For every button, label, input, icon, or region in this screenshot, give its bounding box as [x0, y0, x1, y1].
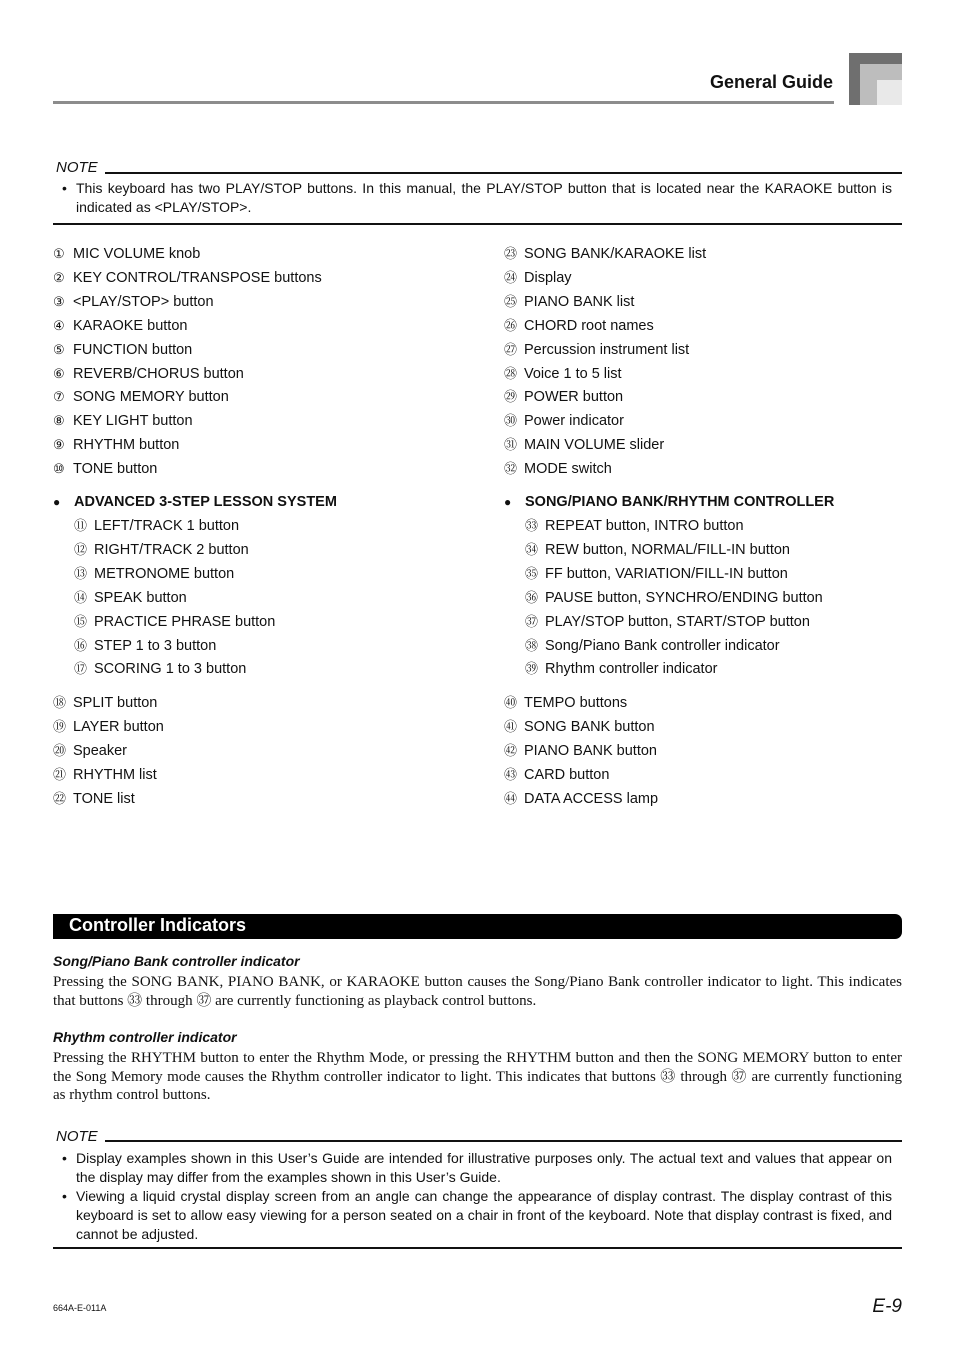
item-label: MIC VOLUME knob	[73, 246, 201, 262]
header-rule	[53, 101, 834, 104]
item-number: ㉘	[504, 365, 518, 381]
item-label: SPEAK button	[94, 589, 187, 606]
list-item	[504, 411, 624, 431]
note-item: • This keyboard has two PLAY/STOP buttons. In this manual, the PLAY/STOP button that is located near the KARAOKE button is indicated as <PLAY/STOP>.	[62, 180, 892, 215]
item-number: ㉗	[504, 341, 518, 357]
list-item	[504, 268, 572, 288]
group-title: ADVANCED 3-STEP LESSON SYSTEM	[74, 494, 337, 510]
item-number: ⑧	[53, 413, 65, 429]
list-item	[53, 411, 193, 431]
list-item	[74, 612, 275, 632]
note-1-body	[53, 179, 892, 217]
item-number: ⑰	[74, 661, 88, 677]
group-title: SONG/PIANO BANK/RHYTHM CONTROLLER	[525, 494, 835, 510]
section-title: General Guide	[709, 72, 833, 92]
item-label: REVERB/CHORUS button	[73, 365, 244, 382]
item-number: ㊶	[504, 718, 518, 734]
note-label: NOTE	[56, 159, 98, 176]
item-label: SONG BANK/KARAOKE list	[524, 246, 707, 262]
item-label: STEP 1 to 3 button	[94, 637, 217, 654]
item-label: KEY CONTROL/TRANSPOSE buttons	[73, 269, 322, 286]
item-number: ⑥	[53, 365, 65, 381]
item-number: ㉛	[504, 437, 518, 453]
item-number: ㉔	[504, 269, 518, 285]
corner-tab-graphic	[849, 53, 902, 105]
item-label: SCORING 1 to 3 button	[94, 661, 247, 678]
list-item	[53, 741, 127, 761]
list-item	[504, 340, 689, 360]
list-item	[525, 540, 790, 560]
note-label: NOTE	[56, 1128, 98, 1145]
item-label: PIANO BANK list	[524, 293, 635, 310]
item-label: Voice 1 to 5 list	[524, 365, 622, 382]
item-number: ㉞	[525, 541, 539, 557]
list-item	[504, 316, 654, 336]
item-label: REW button, NORMAL/FILL-IN button	[545, 541, 790, 558]
list-item	[525, 564, 788, 584]
item-number: ①	[53, 246, 65, 261]
item-label: FUNCTION button	[73, 341, 193, 358]
list-item	[504, 789, 658, 809]
item-label: PIANO BANK button	[524, 742, 657, 759]
list-item	[53, 717, 164, 737]
list-item	[504, 364, 622, 384]
item-label: DATA ACCESS lamp	[524, 790, 659, 807]
list-item	[53, 268, 322, 288]
item-number: ㊴	[525, 661, 539, 677]
item-number: ㊲	[525, 613, 539, 629]
item-number: ⑨	[53, 437, 65, 453]
item-label: TONE button	[73, 461, 158, 478]
list-item	[53, 693, 157, 713]
list-item	[525, 516, 744, 536]
list-item	[53, 459, 157, 479]
document-code: 664A-E-011A	[53, 1303, 107, 1313]
list-item	[504, 765, 609, 785]
list-item	[504, 693, 627, 713]
item-number: ㊳	[525, 637, 539, 653]
list-item	[74, 636, 216, 656]
item-number: ⑱	[53, 695, 67, 710]
item-number: ⑭	[74, 589, 88, 605]
item-label: METRONOME button	[94, 565, 235, 582]
bullet-icon: ●	[504, 495, 512, 509]
note-bottom-rule	[53, 1247, 902, 1249]
item-label: SONG BANK button	[524, 718, 655, 735]
song-piano-indicator-heading: Song/Piano Bank controller indicator	[53, 953, 300, 969]
item-label: <PLAY/STOP> button	[73, 293, 214, 310]
note-bottom-rule	[53, 223, 902, 225]
item-label: TEMPO buttons	[524, 695, 628, 711]
list-item	[504, 717, 655, 737]
list-item	[525, 588, 823, 608]
item-label: RHYTHM button	[73, 437, 180, 454]
item-label: CARD button	[524, 766, 610, 783]
list-item	[53, 244, 200, 264]
item-number: ㊸	[504, 766, 518, 782]
list-item	[53, 765, 157, 785]
item-number: ㊷	[504, 742, 518, 758]
note-rule	[105, 172, 902, 174]
item-number: ⑩	[53, 461, 65, 477]
item-label: SONG MEMORY button	[73, 389, 229, 406]
section-heading: Controller Indicators	[69, 915, 247, 935]
item-label: FF button, VARIATION/FILL-IN button	[545, 565, 788, 582]
item-label: Display	[524, 269, 572, 286]
list-item	[53, 789, 135, 809]
list-item	[74, 588, 187, 608]
item-label: CHORD root names	[524, 317, 654, 334]
item-number: ㉖	[504, 317, 518, 333]
item-label: Power indicator	[524, 413, 624, 430]
list-item	[53, 316, 187, 336]
item-label: POWER button	[524, 389, 624, 406]
group-heading	[53, 492, 337, 512]
item-number: ⑫	[74, 541, 88, 557]
item-label: PRACTICE PHRASE button	[94, 613, 276, 630]
item-label: SPLIT button	[73, 695, 158, 711]
note-item: • Viewing a liquid crystal display screen from an angle can change the appearance of display contrast. The display contrast of this keyboard is set to allow easy viewing for a person seated on a chair in front of the keyboard. Note that display contrast is fixed, and cannot be adjusted.	[62, 1188, 892, 1242]
list-item	[53, 435, 179, 455]
item-number: ㉕	[504, 293, 518, 309]
list-item	[74, 564, 234, 584]
list-item	[53, 364, 244, 384]
item-number: ②	[53, 269, 65, 285]
note-2-body	[53, 1149, 892, 1244]
list-item	[53, 292, 214, 312]
item-label: KEY LIGHT button	[73, 413, 193, 430]
item-label: Song/Piano Bank controller indicator	[545, 637, 780, 654]
item-label: LEFT/TRACK 1 button	[94, 518, 240, 534]
bullet-icon: ●	[53, 495, 61, 509]
item-label: KARAOKE button	[73, 317, 188, 334]
item-number: ⑳	[53, 742, 67, 758]
controller-indicators-banner	[53, 914, 902, 939]
list-item	[525, 659, 717, 679]
list-item	[504, 387, 623, 407]
rhythm-indicator-text: Pressing the RHYTHM button to enter the Rhythm Mode, or pressing the RHYTHM button and then the SONG MEMORY button to enter the Song Memory mode causes the Rhythm controller indicator to light. This indicates that buttons ㉝ through ㊲ are currently functioning as rhythm control buttons.	[53, 1050, 902, 1103]
list-item	[525, 612, 810, 632]
item-number: ㊵	[504, 695, 518, 710]
item-number: ⑲	[53, 718, 67, 734]
item-number: ㉒	[53, 790, 67, 806]
item-number: ㉝	[525, 518, 539, 533]
list-item	[74, 516, 239, 536]
item-label: RIGHT/TRACK 2 button	[94, 541, 249, 558]
rhythm-indicator-heading: Rhythm controller indicator	[53, 1029, 237, 1045]
note-item: • Display examples shown in this User’s Guide are intended for illustrative purposes only. The actual text and values that appear on the display may differ from the examples shown in this User’s Guide.	[62, 1150, 892, 1185]
item-number: ⑪	[74, 518, 88, 533]
item-number: ㊱	[525, 589, 539, 605]
page-number: E-9	[872, 1296, 902, 1317]
item-label: Percussion instrument list	[524, 341, 690, 358]
item-number: ⑦	[53, 389, 65, 405]
item-number: ⑬	[74, 565, 88, 581]
item-label: MODE switch	[524, 461, 612, 478]
item-number: ㉑	[53, 766, 67, 782]
item-label: LAYER button	[73, 718, 164, 735]
item-number: ㉜	[504, 461, 518, 477]
item-label: PAUSE button, SYNCHRO/ENDING button	[545, 589, 823, 606]
item-number: ㊹	[504, 790, 518, 806]
list-item	[53, 340, 192, 360]
note-rule	[105, 1140, 902, 1142]
item-label: Speaker	[73, 742, 128, 759]
item-label: PLAY/STOP button, START/STOP button	[545, 613, 810, 630]
list-item	[504, 459, 612, 479]
item-number: ④	[53, 317, 65, 333]
item-label: REPEAT button, INTRO button	[545, 518, 744, 534]
list-item	[504, 741, 657, 761]
item-number: ㉓	[504, 246, 518, 261]
group-heading	[504, 492, 834, 512]
item-number: ⑮	[74, 613, 88, 629]
item-number: ㉙	[504, 389, 518, 405]
item-number: ⑤	[53, 341, 65, 357]
list-item	[53, 387, 229, 407]
item-label: MAIN VOLUME slider	[524, 437, 665, 454]
item-label: Rhythm controller indicator	[545, 661, 718, 678]
item-number: ㉚	[504, 413, 518, 429]
list-item	[504, 244, 706, 264]
song-piano-indicator-text: Pressing the SONG BANK, PIANO BANK, or KARAOKE button causes the Song/Piano Bank controller indicator to light. This indicates that buttons ㉝ through ㊲ are currently functioning as playback control buttons.	[53, 974, 902, 1009]
list-item	[525, 636, 780, 656]
list-item	[504, 292, 634, 312]
item-label: RHYTHM list	[73, 766, 157, 783]
item-number: ③	[53, 293, 65, 309]
list-item	[74, 540, 249, 560]
item-label: TONE list	[73, 790, 135, 807]
list-item	[74, 659, 246, 679]
item-number: ㉟	[525, 565, 539, 581]
list-item	[504, 435, 664, 455]
item-number: ⑯	[74, 637, 88, 653]
